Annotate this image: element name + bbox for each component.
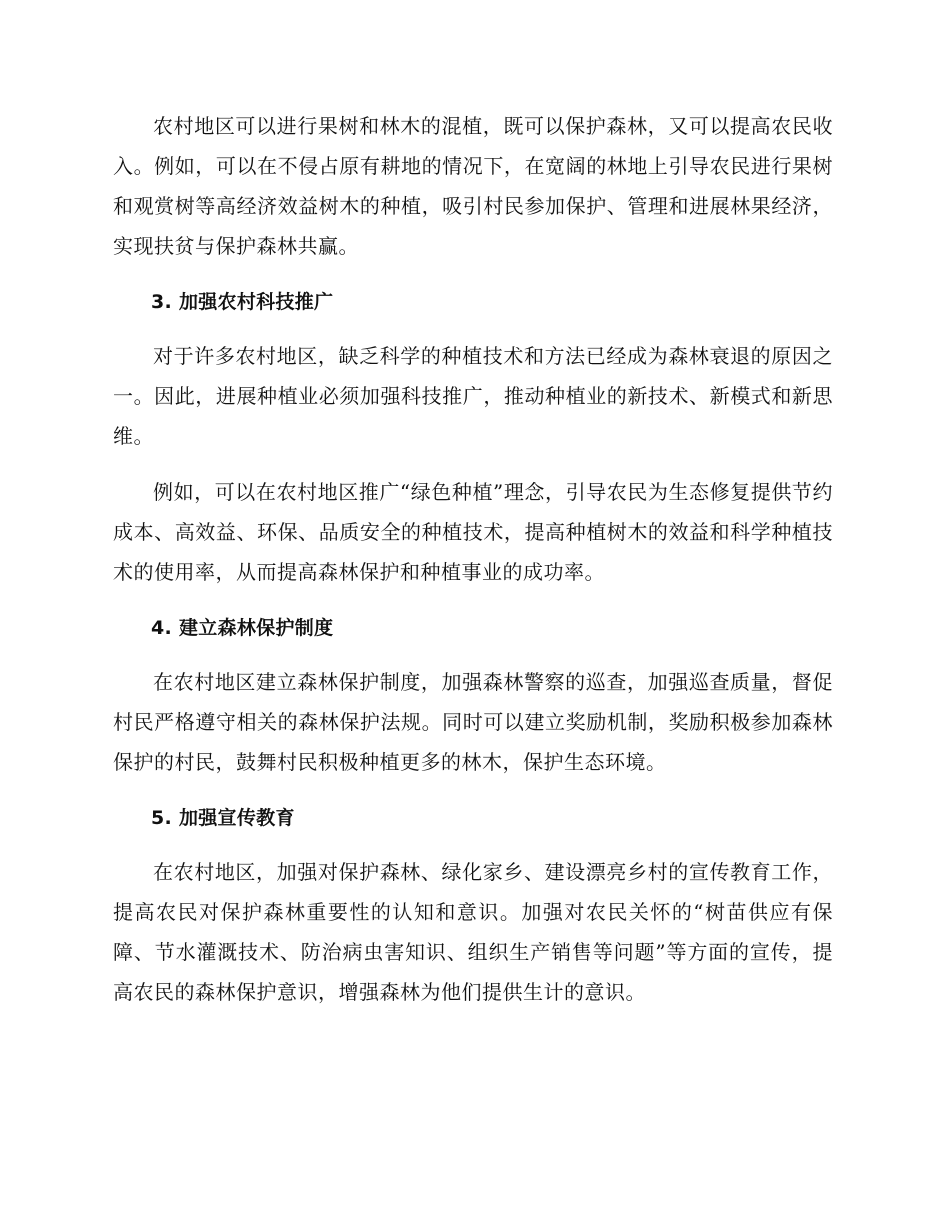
document-body <box>113 106 833 1012</box>
paragraph-mixed-planting: 农村地区可以进行果树和林木的混植，既可以保护森林，又可以提高农民收入。例如，可以在不侵占原有耕地的情况下，在宽阔的林地上引导农民进行果树和观赏树等高经济效益树木的种植，吸引村民参加保护、管理和进展林果经济，实现扶贫与保护森林共赢。 <box>113 114 833 258</box>
paragraph-protection-system: 在农村地区建立森林保护制度，加强森林警察的巡查，加强巡查质量，督促村民严格遵守相关的森林保护法规。同时可以建立奖励机制，奖励积极参加森林保护的村民，鼓舞村民积极种植更多的林木，保护生态环境。 <box>113 670 833 774</box>
paragraph-green-planting: 例如，可以在农村地区推广“绿色种植”理念，引导农民为生态修复提供节约成本、高效益、环保、品质安全的种植技术，提高种植树木的效益和科学种植技术的使用率，从而提高森林保护和种植事业的成功率。 <box>113 480 833 584</box>
section-heading-education: 5. 加强宣传教育 <box>151 807 295 829</box>
paragraph-education: 在农村地区，加强对保护森林、绿化家乡、建设漂亮乡村的宣传教育工作，提高农民对保护森林重要性的认知和意识。加强对农民关怀的“树苗供应有保障、节水灌溉技术、防治病虫害知识、组织生产销售等问题”等方面的宣传，提高农民的森林保护意识，增强森林为他们提供生计的意识。 <box>113 860 833 1004</box>
section-heading-tech-promotion: 3. 加强农村科技推广 <box>151 291 334 313</box>
paragraph-tech-promotion: 对于许多农村地区，缺乏科学的种植技术和方法已经成为森林衰退的原因之一。因此，进展种植业必须加强科技推广，推动种植业的新技术、新模式和新思维。 <box>113 344 833 448</box>
section-heading-protection-system: 4. 建立森林保护制度 <box>151 617 334 639</box>
